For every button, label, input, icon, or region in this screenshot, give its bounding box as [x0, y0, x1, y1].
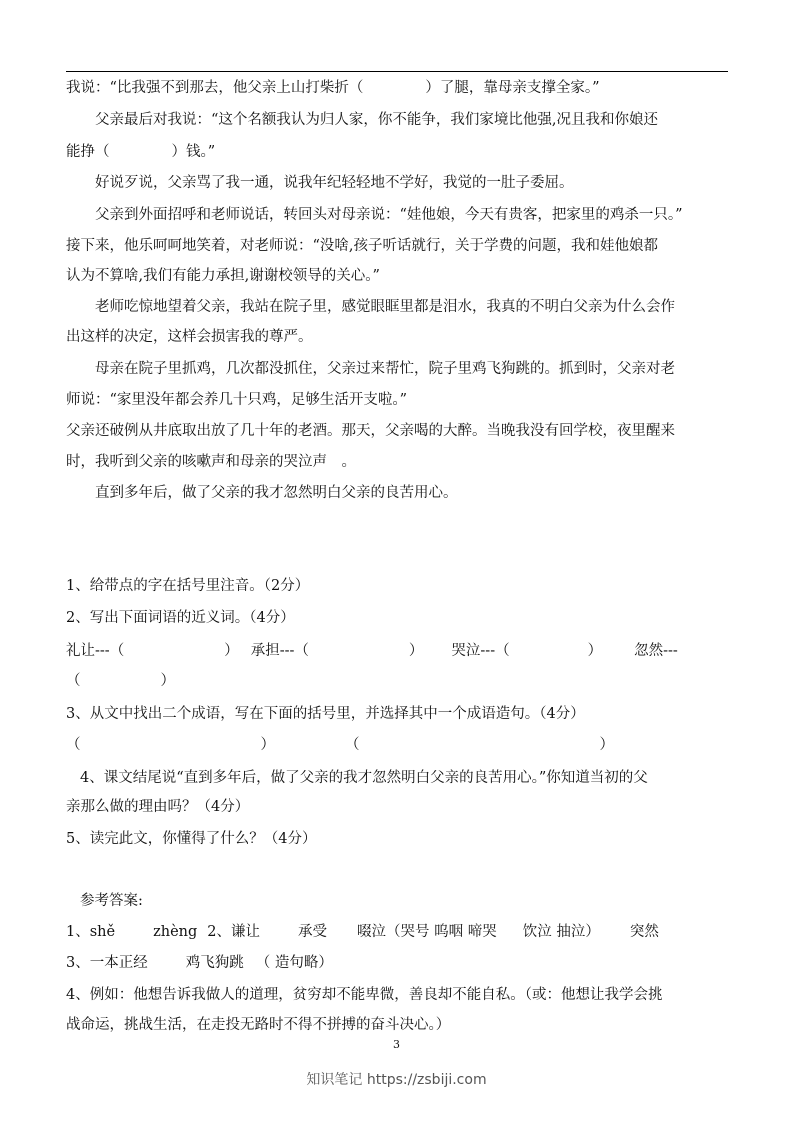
story-line: 师说：“家里没年都会养几十只鸡，足够生活开支啦。”: [66, 392, 408, 408]
story-text: ）钱。”: [171, 144, 216, 160]
story-line: 认为不算啥,我们有能力承担,谢谢校领导的关心。”: [66, 268, 380, 284]
story-line: 接下来，他乐呵呵地笑着，对老师说：“没啥,孩子听话就行，关于学费的问题，我和娃他娘都: [66, 238, 659, 254]
bracket: ）: [260, 737, 275, 753]
word-prompt: 哭泣---（: [451, 643, 510, 659]
word-prompt: 礼让---（: [66, 643, 125, 659]
story-text: ）了腿，靠母亲支撑全家。”: [425, 80, 600, 96]
story-line: 父亲最后对我说：“这个名额我认为归人家，你不能争，我们家境比他强,况且我和你娘还: [95, 112, 659, 128]
story-line: 出这样的决定，这样会损害我的尊严。: [66, 329, 313, 345]
story-text: 能挣（: [66, 144, 110, 160]
question-4-cont: 亲那么做的理由吗？（4分）: [66, 799, 250, 815]
story-line: 母亲在院子里抓鸡，几次都没抓住，父亲过来帮忙，院子里鸡飞狗跳的。抓到时，父亲对老: [95, 361, 675, 377]
bracket: （: [345, 737, 360, 753]
bracket: ）: [599, 737, 614, 753]
bracket: ）: [408, 643, 424, 659]
bracket: ）: [160, 673, 175, 689]
question-4: 4、课文结尾说“直到多年后，做了父亲的我才忽然明白父亲的良苦用心。”你知道当初的父: [80, 770, 648, 786]
story-line: 直到多年后，做了父亲的我才忽然明白父亲的良苦用心。: [95, 485, 458, 501]
story-line: [66, 78, 600, 98]
answers-1-2: [66, 922, 659, 942]
question-2-words: [66, 641, 678, 661]
question-2: 2、写出下面词语的近义词。（4分）: [66, 610, 295, 626]
answer-text: 2、谦让: [207, 924, 261, 940]
question-3-blanks: [66, 735, 614, 755]
question-3: 3、从文中找出二个成语，写在下面的括号里，并选择其中一个成语造句。（4分）: [66, 706, 585, 722]
answers-4: 4、例如：他想告诉我做人的道理，贫穷却不能卑微，善良却不能自私。（或：他想让我学会挑: [66, 987, 663, 1003]
answers-title: 参考答案:: [80, 893, 143, 909]
answer-text: 突然: [629, 924, 659, 940]
answer-text: zhèng: [153, 924, 198, 940]
story-line: 好说歹说，父亲骂了我一通，说我年纪轻轻地不学好，我觉的一肚子委屈。: [95, 175, 574, 191]
story-line: [66, 142, 215, 162]
answers-3: [66, 953, 333, 973]
header-rule: [66, 71, 728, 72]
answer-text: （ 造句略）: [255, 955, 333, 971]
answer-text: 3、一本正经: [66, 955, 148, 971]
word-prompt: 忽然---: [634, 643, 678, 659]
story-line: 父亲还破例从井底取出放了几十年的老酒。那天，父亲喝的大醉。当晚我没有回学校，夜里醒来: [66, 423, 675, 439]
story-text: 我说：“比我强不到那去，他父亲上山打柴折（: [66, 80, 364, 96]
story-line: 时，我听到父亲的咳嗽声和母亲的哭泣声 。: [66, 454, 356, 470]
bracket: （: [66, 673, 81, 689]
answer-text: 1、shě: [66, 924, 116, 940]
footer-watermark: 知识笔记 https://zsbiji.com: [306, 1072, 487, 1088]
page-number: 3: [393, 1038, 400, 1051]
answer-text: 饮泣 抽泣）: [522, 924, 600, 940]
question-2-blank: [66, 671, 175, 691]
answers-4-cont: 战命运，挑战生活，在走投无路时不得不拼搏的奋斗决心。）: [66, 1017, 451, 1033]
bracket: ）: [587, 643, 603, 659]
answer-text: 啜泣（哭号 呜咽 啼哭: [357, 924, 497, 940]
bracket: ）: [224, 643, 239, 659]
answer-text: 鸡飞狗跳: [185, 955, 244, 971]
answer-text: 承受: [298, 924, 328, 940]
word-prompt: 承担---（: [250, 643, 309, 659]
bracket: （: [66, 737, 81, 753]
question-1: 1、给带点的字在括号里注音。（2分）: [66, 578, 310, 594]
story-line: 父亲到外面招呼和老师说话，转回头对母亲说：“娃他娘，今天有贵客，把家里的鸡杀一只。”: [95, 207, 683, 223]
question-5: 5、读完此文，你懂得了什么？（4分）: [66, 831, 317, 847]
story-line: 老师吃惊地望着父亲，我站在院子里，感觉眼眶里都是泪水，我真的不明白父亲为什么会作: [95, 299, 675, 315]
